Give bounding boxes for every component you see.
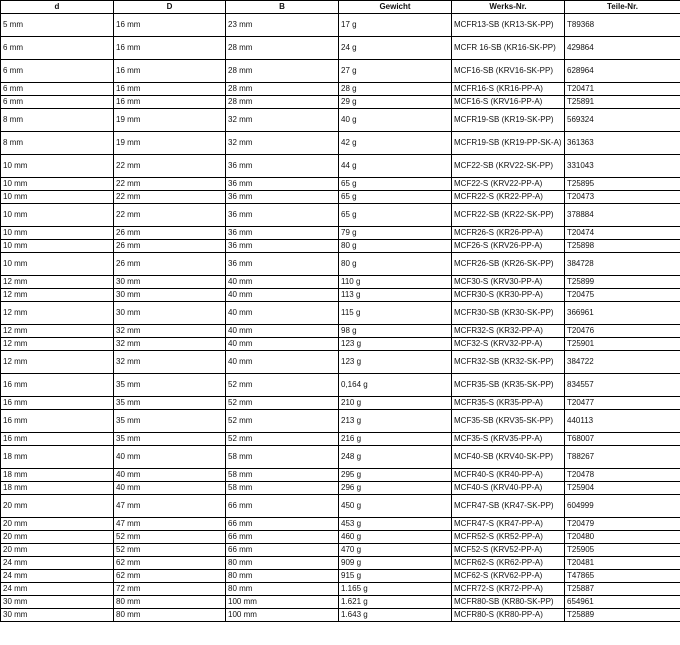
cell-D: 80 mm <box>114 596 226 609</box>
cell-werks-nr: MCF30-S (KRV30-PP-A) <box>452 276 565 289</box>
cell-werks-nr: MCFR30-SB (KR30-SK-PP) <box>452 302 565 325</box>
cell-d: 6 mm <box>1 60 114 83</box>
cell-gewicht: 29 g <box>339 96 452 109</box>
cell-teile-nr: 604999 <box>565 495 680 518</box>
cell-D: 47 mm <box>114 495 226 518</box>
cell-B: 52 mm <box>226 397 339 410</box>
cell-teile-nr: 569324 <box>565 109 680 132</box>
cell-D: 62 mm <box>114 570 226 583</box>
cell-werks-nr: MCFR30-S (KR30-PP-A) <box>452 289 565 302</box>
cell-teile-nr: T20478 <box>565 469 680 482</box>
cell-teile-nr: 361363 <box>565 132 680 155</box>
cell-B: 58 mm <box>226 469 339 482</box>
cell-D: 16 mm <box>114 96 226 109</box>
cell-d: 6 mm <box>1 96 114 109</box>
cell-gewicht: 915 g <box>339 570 452 583</box>
cell-gewicht: 80 g <box>339 253 452 276</box>
header-D: D <box>114 1 226 14</box>
table-row <box>1 583 680 596</box>
cell-werks-nr: MCFR13-SB (KR13-SK-PP) <box>452 14 565 37</box>
cell-teile-nr: 331043 <box>565 155 680 178</box>
table-row <box>1 178 680 191</box>
cell-D: 22 mm <box>114 178 226 191</box>
cell-werks-nr: MCFR 16-SB (KR16-SK-PP) <box>452 37 565 60</box>
cell-B: 66 mm <box>226 495 339 518</box>
cell-werks-nr: MCFR80-S (KR80-PP-A) <box>452 609 565 622</box>
table-row <box>1 191 680 204</box>
cell-d: 6 mm <box>1 37 114 60</box>
cell-B: 40 mm <box>226 276 339 289</box>
cell-teile-nr: T20475 <box>565 289 680 302</box>
table-row <box>1 482 680 495</box>
table-row <box>1 531 680 544</box>
cell-D: 26 mm <box>114 253 226 276</box>
cell-d: 12 mm <box>1 351 114 374</box>
cell-B: 36 mm <box>226 191 339 204</box>
cell-teile-nr: T25905 <box>565 544 680 557</box>
table-row <box>1 240 680 253</box>
cell-d: 16 mm <box>1 397 114 410</box>
table-row <box>1 37 680 60</box>
cell-gewicht: 24 g <box>339 37 452 60</box>
cell-D: 26 mm <box>114 227 226 240</box>
cell-gewicht: 1.643 g <box>339 609 452 622</box>
cell-D: 16 mm <box>114 60 226 83</box>
table-row <box>1 596 680 609</box>
cell-D: 30 mm <box>114 289 226 302</box>
cell-werks-nr: MCF35-SB (KRV35-SK-PP) <box>452 410 565 433</box>
cell-B: 80 mm <box>226 570 339 583</box>
cell-werks-nr: MCFR47-S (KR47-PP-A) <box>452 518 565 531</box>
table-row <box>1 518 680 531</box>
table-row <box>1 433 680 446</box>
cell-teile-nr: T89368 <box>565 14 680 37</box>
cell-d: 12 mm <box>1 325 114 338</box>
cell-D: 30 mm <box>114 302 226 325</box>
cell-werks-nr: MCFR26-S (KR26-PP-A) <box>452 227 565 240</box>
cell-D: 35 mm <box>114 433 226 446</box>
cell-d: 10 mm <box>1 227 114 240</box>
cell-teile-nr: T47865 <box>565 570 680 583</box>
cell-d: 6 mm <box>1 83 114 96</box>
cell-d: 30 mm <box>1 596 114 609</box>
cell-gewicht: 113 g <box>339 289 452 302</box>
cell-B: 32 mm <box>226 132 339 155</box>
table-row <box>1 557 680 570</box>
cell-teile-nr: T20480 <box>565 531 680 544</box>
cell-werks-nr: MCFR62-S (KR62-PP-A) <box>452 557 565 570</box>
cell-B: 52 mm <box>226 433 339 446</box>
cell-teile-nr: T25904 <box>565 482 680 495</box>
cell-D: 26 mm <box>114 240 226 253</box>
cell-gewicht: 40 g <box>339 109 452 132</box>
cell-teile-nr: T25891 <box>565 96 680 109</box>
cell-gewicht: 0,164 g <box>339 374 452 397</box>
cell-teile-nr: T25898 <box>565 240 680 253</box>
cell-B: 100 mm <box>226 596 339 609</box>
cell-werks-nr: MCF35-S (KRV35-PP-A) <box>452 433 565 446</box>
cell-D: 16 mm <box>114 37 226 60</box>
table-row <box>1 132 680 155</box>
cell-D: 40 mm <box>114 482 226 495</box>
cell-werks-nr: MCFR72-S (KR72-PP-A) <box>452 583 565 596</box>
cell-teile-nr: T20477 <box>565 397 680 410</box>
cell-werks-nr: MCF40-SB (KRV40-SK-PP) <box>452 446 565 469</box>
cell-werks-nr: MCFR80-SB (KR80-SK-PP) <box>452 596 565 609</box>
cell-gewicht: 213 g <box>339 410 452 433</box>
cell-gewicht: 210 g <box>339 397 452 410</box>
cell-werks-nr: MCFR22-SB (KR22-SK-PP) <box>452 204 565 227</box>
cell-gewicht: 80 g <box>339 240 452 253</box>
cell-teile-nr: T20481 <box>565 557 680 570</box>
table-row <box>1 83 680 96</box>
cell-d: 12 mm <box>1 289 114 302</box>
cell-werks-nr: MCF16-S (KRV16-PP-A) <box>452 96 565 109</box>
cell-B: 58 mm <box>226 446 339 469</box>
table-row <box>1 155 680 178</box>
cell-werks-nr: MCFR47-SB (KR47-SK-PP) <box>452 495 565 518</box>
cell-D: 22 mm <box>114 155 226 178</box>
cell-werks-nr: MCFR40-S (KR40-PP-A) <box>452 469 565 482</box>
cell-gewicht: 65 g <box>339 191 452 204</box>
cell-teile-nr: T20473 <box>565 191 680 204</box>
cell-B: 40 mm <box>226 289 339 302</box>
cell-d: 10 mm <box>1 240 114 253</box>
cell-D: 72 mm <box>114 583 226 596</box>
cell-werks-nr: MCFR26-SB (KR26-SK-PP) <box>452 253 565 276</box>
cell-werks-nr: MCFR52-S (KR52-PP-A) <box>452 531 565 544</box>
cell-d: 16 mm <box>1 433 114 446</box>
table-row <box>1 570 680 583</box>
cell-D: 52 mm <box>114 544 226 557</box>
cell-werks-nr: MCF16-SB (KRV16-SK-PP) <box>452 60 565 83</box>
header-B: B <box>226 1 339 14</box>
table-row <box>1 60 680 83</box>
cell-d: 10 mm <box>1 178 114 191</box>
cell-B: 40 mm <box>226 325 339 338</box>
cell-d: 10 mm <box>1 253 114 276</box>
cell-d: 18 mm <box>1 482 114 495</box>
cell-d: 12 mm <box>1 302 114 325</box>
cell-d: 20 mm <box>1 495 114 518</box>
cell-B: 28 mm <box>226 83 339 96</box>
cell-B: 28 mm <box>226 37 339 60</box>
cell-werks-nr: MCFR16-S (KR16-PP-A) <box>452 83 565 96</box>
cell-teile-nr: 654961 <box>565 596 680 609</box>
table-row <box>1 495 680 518</box>
table-row <box>1 397 680 410</box>
cell-d: 24 mm <box>1 570 114 583</box>
cell-teile-nr: T25889 <box>565 609 680 622</box>
cell-D: 40 mm <box>114 446 226 469</box>
cell-teile-nr: T20476 <box>565 325 680 338</box>
cell-D: 16 mm <box>114 83 226 96</box>
cell-D: 32 mm <box>114 351 226 374</box>
cell-werks-nr: MCFR35-SB (KR35-SK-PP) <box>452 374 565 397</box>
cell-B: 66 mm <box>226 531 339 544</box>
cell-D: 32 mm <box>114 325 226 338</box>
cell-teile-nr: T20471 <box>565 83 680 96</box>
cell-gewicht: 450 g <box>339 495 452 518</box>
cell-d: 16 mm <box>1 374 114 397</box>
cell-D: 35 mm <box>114 410 226 433</box>
cell-D: 22 mm <box>114 191 226 204</box>
cell-teile-nr: 834557 <box>565 374 680 397</box>
table-row <box>1 374 680 397</box>
table-row <box>1 14 680 37</box>
cell-gewicht: 216 g <box>339 433 452 446</box>
cell-teile-nr: 429864 <box>565 37 680 60</box>
cell-gewicht: 98 g <box>339 325 452 338</box>
table-row <box>1 96 680 109</box>
cell-gewicht: 79 g <box>339 227 452 240</box>
cell-D: 19 mm <box>114 109 226 132</box>
cell-teile-nr: 366961 <box>565 302 680 325</box>
cell-d: 12 mm <box>1 338 114 351</box>
cell-werks-nr: MCFR22-S (KR22-PP-A) <box>452 191 565 204</box>
header-werks-nr: Werks-Nr. <box>452 1 565 14</box>
cell-gewicht: 470 g <box>339 544 452 557</box>
cell-werks-nr: MCFR19-SB (KR19-PP-SK-A) <box>452 132 565 155</box>
cell-B: 23 mm <box>226 14 339 37</box>
cell-d: 16 mm <box>1 410 114 433</box>
cell-B: 28 mm <box>226 96 339 109</box>
cell-D: 52 mm <box>114 531 226 544</box>
table-row <box>1 338 680 351</box>
cell-teile-nr: T25887 <box>565 583 680 596</box>
table-row <box>1 446 680 469</box>
cell-gewicht: 909 g <box>339 557 452 570</box>
cell-D: 40 mm <box>114 469 226 482</box>
table-row <box>1 469 680 482</box>
cell-D: 35 mm <box>114 397 226 410</box>
table-row <box>1 253 680 276</box>
cell-gewicht: 1.621 g <box>339 596 452 609</box>
cell-d: 10 mm <box>1 204 114 227</box>
cell-werks-nr: MCF52-S (KRV52-PP-A) <box>452 544 565 557</box>
cell-d: 24 mm <box>1 583 114 596</box>
cell-D: 32 mm <box>114 338 226 351</box>
header-d: d <box>1 1 114 14</box>
cell-d: 5 mm <box>1 14 114 37</box>
table-row <box>1 109 680 132</box>
cell-werks-nr: MCF22-S (KRV22-PP-A) <box>452 178 565 191</box>
cell-B: 36 mm <box>226 240 339 253</box>
cell-werks-nr: MCF22-SB (KRV22-SK-PP) <box>452 155 565 178</box>
cell-gewicht: 28 g <box>339 83 452 96</box>
cell-D: 22 mm <box>114 204 226 227</box>
cell-D: 19 mm <box>114 132 226 155</box>
cell-teile-nr: T20479 <box>565 518 680 531</box>
cell-gewicht: 1.165 g <box>339 583 452 596</box>
cell-teile-nr: T88267 <box>565 446 680 469</box>
cell-B: 36 mm <box>226 227 339 240</box>
cell-B: 36 mm <box>226 253 339 276</box>
cell-gewicht: 110 g <box>339 276 452 289</box>
cell-B: 58 mm <box>226 482 339 495</box>
table-row <box>1 302 680 325</box>
cell-B: 100 mm <box>226 609 339 622</box>
cell-d: 10 mm <box>1 155 114 178</box>
cell-B: 40 mm <box>226 302 339 325</box>
cell-B: 52 mm <box>226 410 339 433</box>
cell-gewicht: 295 g <box>339 469 452 482</box>
cell-d: 20 mm <box>1 518 114 531</box>
cell-gewicht: 460 g <box>339 531 452 544</box>
table-body <box>1 14 680 622</box>
cell-B: 36 mm <box>226 178 339 191</box>
cell-teile-nr: T25901 <box>565 338 680 351</box>
cell-B: 66 mm <box>226 544 339 557</box>
cell-D: 62 mm <box>114 557 226 570</box>
table-row <box>1 276 680 289</box>
cell-teile-nr: T68007 <box>565 433 680 446</box>
cell-D: 35 mm <box>114 374 226 397</box>
cell-werks-nr: MCFR19-SB (KR19-SK-PP) <box>452 109 565 132</box>
cell-werks-nr: MCFR35-S (KR35-PP-A) <box>452 397 565 410</box>
cell-D: 47 mm <box>114 518 226 531</box>
cell-B: 40 mm <box>226 338 339 351</box>
cell-gewicht: 453 g <box>339 518 452 531</box>
cell-d: 30 mm <box>1 609 114 622</box>
cell-B: 40 mm <box>226 351 339 374</box>
cell-gewicht: 27 g <box>339 60 452 83</box>
cell-d: 10 mm <box>1 191 114 204</box>
cell-gewicht: 44 g <box>339 155 452 178</box>
cell-D: 16 mm <box>114 14 226 37</box>
cell-d: 12 mm <box>1 276 114 289</box>
table-row <box>1 351 680 374</box>
cell-d: 18 mm <box>1 469 114 482</box>
cell-B: 52 mm <box>226 374 339 397</box>
cell-B: 80 mm <box>226 583 339 596</box>
table-row <box>1 410 680 433</box>
cell-B: 32 mm <box>226 109 339 132</box>
cell-B: 36 mm <box>226 204 339 227</box>
cell-gewicht: 123 g <box>339 351 452 374</box>
cell-d: 20 mm <box>1 531 114 544</box>
header-row <box>1 1 680 14</box>
table-row <box>1 289 680 302</box>
cell-B: 28 mm <box>226 60 339 83</box>
cell-teile-nr: 384728 <box>565 253 680 276</box>
cell-D: 30 mm <box>114 276 226 289</box>
cell-werks-nr: MCF26-S (KRV26-PP-A) <box>452 240 565 253</box>
cell-werks-nr: MCF32-S (KRV32-PP-A) <box>452 338 565 351</box>
header-gewicht: Gewicht <box>339 1 452 14</box>
cell-gewicht: 17 g <box>339 14 452 37</box>
table-row <box>1 609 680 622</box>
cell-teile-nr: 628964 <box>565 60 680 83</box>
cell-teile-nr: 440113 <box>565 410 680 433</box>
cell-gewicht: 123 g <box>339 338 452 351</box>
cell-werks-nr: MCF40-S (KRV40-PP-A) <box>452 482 565 495</box>
table-row <box>1 544 680 557</box>
cell-teile-nr: T20474 <box>565 227 680 240</box>
cell-teile-nr: 378884 <box>565 204 680 227</box>
cell-teile-nr: T25895 <box>565 178 680 191</box>
cell-teile-nr: 384722 <box>565 351 680 374</box>
table-row <box>1 204 680 227</box>
cell-werks-nr: MCFR32-S (KR32-PP-A) <box>452 325 565 338</box>
cell-d: 18 mm <box>1 446 114 469</box>
cell-B: 80 mm <box>226 557 339 570</box>
cell-werks-nr: MCF62-S (KRV62-PP-A) <box>452 570 565 583</box>
cell-B: 66 mm <box>226 518 339 531</box>
cell-gewicht: 65 g <box>339 178 452 191</box>
cell-gewicht: 248 g <box>339 446 452 469</box>
cell-werks-nr: MCFR32-SB (KR32-SK-PP) <box>452 351 565 374</box>
cell-B: 36 mm <box>226 155 339 178</box>
cell-gewicht: 65 g <box>339 204 452 227</box>
cell-D: 80 mm <box>114 609 226 622</box>
cell-d: 8 mm <box>1 132 114 155</box>
cell-teile-nr: T25899 <box>565 276 680 289</box>
cell-gewicht: 115 g <box>339 302 452 325</box>
cell-d: 20 mm <box>1 544 114 557</box>
cell-gewicht: 42 g <box>339 132 452 155</box>
header-teile-nr: Teile-Nr. <box>565 1 680 14</box>
cell-gewicht: 296 g <box>339 482 452 495</box>
cell-d: 8 mm <box>1 109 114 132</box>
table-row <box>1 325 680 338</box>
cell-d: 24 mm <box>1 557 114 570</box>
table-row <box>1 227 680 240</box>
